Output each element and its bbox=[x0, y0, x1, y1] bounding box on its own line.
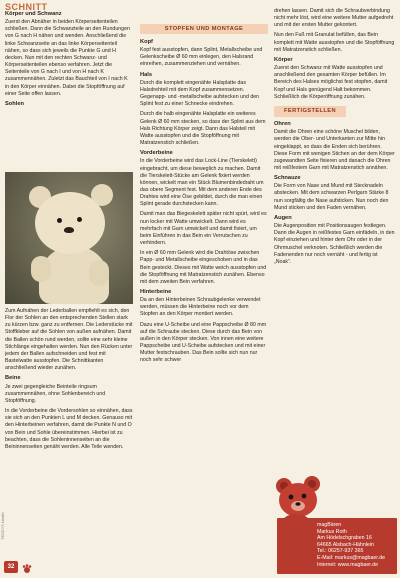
section-title-koerper-schwanz: Körper und Schwanz bbox=[5, 11, 62, 17]
banner-stopfen-montage: STOPFEN UND MONTAGE bbox=[140, 24, 268, 34]
middle-column bbox=[140, 36, 268, 368]
banner-fertigstellen: FERTIGSTELLEN bbox=[274, 106, 346, 117]
footer-paw-icon bbox=[22, 564, 32, 574]
contact-email[interactable]: E-Mail: markus@magbaer.de bbox=[317, 554, 386, 561]
section-text-hals-1: Durch die komplett eingenähte Halsplatte das Halsdrehteil mit dem Kopf zusammensetzen. Gegenapp- und -metallscheibe aufstecken und den Splint fest zu einer Schnecke eindrehen. bbox=[140, 79, 260, 108]
section-text-continued-1: drehen lassen. Damit sich die Schraubverbindung nicht mehr löst, wird eine weitere Mutter aufgedreht und mit der ersten Mutter gekontert. bbox=[274, 8, 394, 29]
left-column-lower bbox=[5, 308, 133, 454]
section-title-vorderbeine: Vorderbeine bbox=[140, 150, 173, 157]
section-text-continued-2: Nun den Fuß mit Granulat befüllen, das Bein komplett mit Watte ausstopfen und die Stopföffnung mit Matratzenstich schließen. bbox=[274, 32, 395, 53]
section-text-vorderbeine-2: Damit man das Biegeskelett später nicht spürt, wird es nun locker mit Watte umwickelt. Dann wird es mehrfach mit Garn umwickelt und damit fixiert, um beim Einführen in das Bein ein Verrutschen zu verhindern. bbox=[140, 211, 267, 247]
section-text-kopf: Kopf fest ausstopfen, dann Splint, Metallscheibe und Gelenkscheibe Ø 60 mm einlegen, den Halsrand einreihen, zusammenziehen und vernähen. bbox=[140, 47, 263, 68]
contact-website[interactable]: Internet: www.magbaer.de bbox=[317, 561, 378, 568]
section-text-koerper: Zuerst den Schwanz mit Watte ausstopfen und anschließend den gesamten Körper befüllen. Im Bereich des Halses möglichst fest stopfen, damit Kopf und Hals genügend Halt bekommen. Schließlich die Körperöffnung zunähen. bbox=[274, 65, 388, 100]
section-text-augen: Die Augenposition mit Positionsaugen festlegen. Dann die Augen in reißfestes Garn einfädeln, in den Kopf einziehen und hinter dem Ohr oder in der Ohrmuschel verknoten. Schließlich werden die Fadenenden nur noch vernäht - und fertig ist „Noak“. bbox=[274, 223, 395, 265]
section-text-ohren: Damit die Ohren eine schöne Muschel bilden, werden die Ober- und Unterkanten zur Mitte hin eingeklappt, so dass die Enden sich berühren. Diese Form mit wenigen Stichen an der dem Körper zugewandten Seite fixieren und danach die Ohren mit reißfestem Garn mit Matratzenstich annähen. bbox=[274, 129, 395, 171]
section-title-schnauze: Schnauze bbox=[274, 175, 301, 182]
section-text-beine-2: In die Vorderbeine die Vordersohlen so einnähen, dass sie sich an den Punkten L und M decken. Genauso mit den Hinterbeinen verfahren, damit die Punkte N und O von Bein und Sohle übereinstimmen. Hierbei ist zu beachten, dass die Sohleninnenseiten an die Beininnenseiten genäht werden. Alle Teile wenden. bbox=[5, 408, 133, 450]
section-text-hals-2: Durch die halb eingenähte Halsplatte ein weiteres Gelenk Ø 60 mm stecken, so dass der Splint aus dem Hals Richtung Körper zeigt. Dann das Halsteil mit Watte ausstopfen und die Stopföffnung mit Matratzenstich schließen. bbox=[140, 111, 266, 147]
contact-phone: Tel.: 06257-937 365 bbox=[317, 548, 364, 555]
section-title-hals: Hals bbox=[140, 71, 153, 78]
contact-name: Markus Roth bbox=[317, 528, 347, 535]
page-number-badge: 32 bbox=[4, 561, 18, 573]
contact-info-box bbox=[277, 518, 397, 574]
section-text-beine-1: Je zwei gegengleiche Beinteile ringsum zusammennähen, ohne Sohlenbereich und Stopföffnung. bbox=[5, 383, 106, 404]
teddy-bear-photo bbox=[5, 172, 133, 304]
section-text-schnauze: Die Form von Nase und Mund mit Stecknadeln abstecken. Mit dem schwarzen Perlgarn Stärke 8 nun sorgfältig die Nase aufsticken. Nun noch den Mund sticken und den Faden vernähen. bbox=[274, 183, 389, 211]
section-title-kopf: Kopf bbox=[140, 39, 153, 45]
section-title-beine: Beine bbox=[5, 375, 21, 382]
section-title-sohlen: Sohlen bbox=[5, 100, 24, 107]
section-title-ohren: Ohren bbox=[274, 121, 291, 128]
section-title-hinterbeine: Hinterbeine bbox=[140, 289, 172, 295]
section-text-koerper-schwanz: Zuerst den Abnäher in beiden Körperseitenteilen schließen. Dann die Schwanzteile an den Rundungen von G nach H nähen und wenden. Anschließend die linke Schwanzseite an das linke Körperseitenteil nähen, so dass sich jeweils die Punkte G und H decken. Nun mit den rechten Schwanz- und Körperseitenteilen ebenso verfahren. Jetzt die Seitenteile von G nach I und von H nach K zusammennähen. Zuletzt das Bauchteil von I nach K in den Körper einnähen. Dabei die Stopföffnung auf einer Seite offen lassen. bbox=[5, 19, 130, 97]
contact-street: Am Hödelschgraben 16 bbox=[317, 535, 372, 542]
section-title-koerper: Körper bbox=[274, 56, 293, 63]
side-credit-text: TEDDYS kreativ bbox=[1, 512, 5, 540]
contact-company: magBären bbox=[317, 522, 342, 528]
left-column bbox=[5, 8, 133, 109]
page-top-heading: SCHNITT bbox=[5, 2, 48, 12]
contact-city: 64665 Alsbach-Hähnlein bbox=[317, 541, 374, 548]
section-text-hinterbeine-2: Dazu eine U-Scheibe und eine Pappscheibe Ø 80 mm auf die Schraube stecken. Diese durch das Bein von außen in den Körper stecken. Von innen eine weitere Pappscheibe und U-Scheibe aufstecken und mit einer Mutter festschrauben. Das Bein sollte sich nun nur noch sehr schwer bbox=[140, 321, 267, 364]
section-text-vorderbeine-1: In die Vorderbeine wird das Lock-Line (Tierskelett) eingebracht, um diese beweglich zu machen. Damit die Tierskelett-Stücke am Gelenk fixiert werden können, wickelt man ein Stück Blumenbindedraht um das obere Segment fest. Mit dem anderen Ende des Drahtes wird eine Öse gebildet, durch die man einen Splint gerade durchstecken kann. bbox=[140, 158, 264, 208]
section-text-vorderbeine-3: In ein Ø 60 mm Gelenk wird die Drahtöse zwischen Papp- und Metallscheibe eingeschoben und in das Bein gesteckt. Dieses mit Watte weich ausstopfen und die Stopföffnung mit Matratzenstich zunähen. Ebenso mit dem zweiten Bein verfahren. bbox=[140, 250, 267, 285]
section-text-sohlen: Zum Aufnähen der Lederballen empfiehlt es sich, den Flor der Sohlen an den entsprechenden Stellen stark zu kürzen bzw. ganz zu entfernen. Die Lederstücke mit Stoffkleber auf die Sohlen von außen aufnähen. Damit die Ballen schön rund werden, sollte eine sehr kleine Stichlänge eingehalten werden. Nun den Rücken unter jedem der Ballen aufschneiden und fest mit Bastelwatte ausstopfen. Die Schnittkanten anschließend wieder zunähen. bbox=[5, 308, 133, 372]
section-title-augen: Augen bbox=[274, 214, 292, 221]
section-text-hinterbeine-1: Da an den Hinterbeinen Schraubgelenke verwendet werden, müssen die Hinterbeine noch vor dem Stopfen an den Körper montiert werden. bbox=[140, 297, 261, 318]
right-column bbox=[274, 8, 396, 269]
